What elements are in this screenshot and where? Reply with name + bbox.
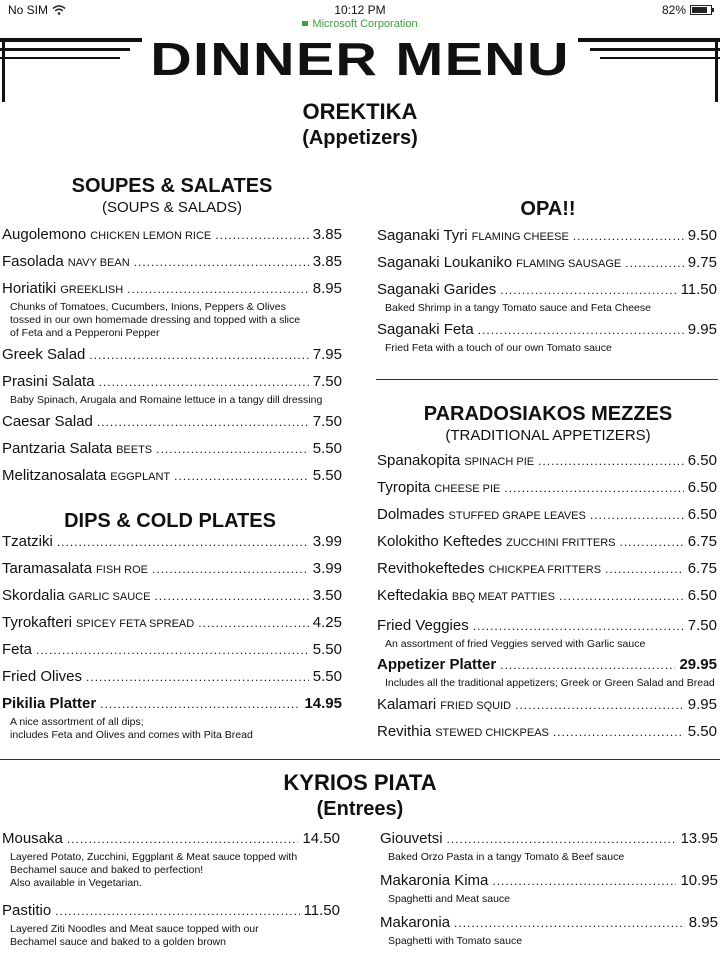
item-name: Fried Veggies bbox=[377, 617, 469, 634]
item-price: 9.95 bbox=[687, 696, 717, 713]
dot-leader bbox=[174, 469, 309, 483]
item-price: 3.85 bbox=[312, 226, 342, 243]
item-price: 14.95 bbox=[304, 695, 342, 712]
menu-item bbox=[2, 668, 342, 685]
dot-leader bbox=[515, 698, 684, 712]
item-name: Keftedakia bbox=[377, 587, 448, 604]
item-name: Giouvetsi bbox=[380, 830, 443, 847]
menu-item bbox=[2, 467, 342, 484]
carrier-label: No SIM bbox=[8, 3, 49, 17]
dot-leader bbox=[134, 255, 309, 269]
item-price: 5.50 bbox=[312, 440, 342, 457]
url-bar[interactable] bbox=[0, 18, 720, 30]
dips-title: DIPS & COLD PLATES bbox=[64, 510, 276, 532]
item-description: Layered Potato, Zucchini, Eggplant & Meat sauce topped with Bechamel sauce and baked to perfection! Also available in Vegetarian. bbox=[10, 851, 298, 889]
menu-item bbox=[377, 587, 717, 604]
menu-item bbox=[377, 506, 717, 523]
item-price: 9.50 bbox=[687, 227, 717, 244]
item-name: Fasolada bbox=[2, 253, 64, 270]
dot-leader bbox=[100, 697, 300, 711]
menu-item bbox=[2, 413, 342, 430]
item-tag: FISH ROE bbox=[96, 564, 148, 576]
item-name: Saganaki Loukaniko bbox=[377, 254, 513, 271]
item-tag: CHICKPEA FRITTERS bbox=[488, 564, 602, 576]
item-price: 10.95 bbox=[680, 872, 718, 889]
item-price: 7.50 bbox=[312, 373, 342, 390]
item-name: Revithia bbox=[377, 723, 432, 740]
soupes-title: SOUPES & SALATES bbox=[71, 175, 273, 197]
dot-leader bbox=[86, 670, 309, 684]
item-tag: STEWED CHICKPEAS bbox=[435, 727, 549, 739]
item-tag: EGGPLANT bbox=[110, 471, 171, 483]
item-price: 11.50 bbox=[303, 902, 340, 919]
section-divider-right bbox=[376, 379, 718, 380]
item-description: Chunks of Tomatoes, Cucumbers, Inions, Peppers & Olives tossed in our own homemade dressing and topped with a slice of Feta and a Pepperoni Pepper bbox=[10, 301, 301, 339]
item-price: 5.50 bbox=[312, 641, 342, 658]
item-tag: FLAMING CHEESE bbox=[471, 231, 569, 243]
item-tag: STUFFED GRAPE LEAVES bbox=[448, 510, 586, 522]
opa-title: OPA!! bbox=[520, 198, 576, 220]
menu-item bbox=[377, 617, 717, 634]
menu-item bbox=[377, 560, 717, 577]
item-tag: CHICKEN LEMON RICE bbox=[90, 230, 212, 242]
item-description: Fried Feta with a touch of our own Tomato sauce bbox=[385, 342, 612, 354]
orektika-title: OREKTIKA bbox=[302, 99, 418, 124]
menu-item bbox=[2, 830, 340, 847]
menu-item bbox=[380, 872, 718, 889]
battery-percent: 82% bbox=[661, 3, 686, 17]
dot-leader bbox=[99, 375, 309, 389]
item-price: 6.75 bbox=[687, 560, 717, 577]
site-name: Microsoft Corporation bbox=[312, 18, 418, 30]
item-price: 13.95 bbox=[680, 830, 718, 847]
item-name: Feta bbox=[2, 641, 33, 658]
menu-item bbox=[377, 452, 717, 469]
item-tag: FLAMING SAUSAGE bbox=[516, 258, 622, 270]
menu-item bbox=[2, 440, 342, 457]
item-tag: CHEESE PIE bbox=[434, 483, 501, 495]
item-price: 8.95 bbox=[688, 914, 718, 931]
dot-leader bbox=[559, 589, 684, 603]
menu-item bbox=[2, 641, 342, 658]
item-name: Greek Salad bbox=[2, 346, 86, 363]
menu-item bbox=[2, 587, 342, 604]
item-name: Pantzaria Salata bbox=[2, 440, 113, 457]
item-description: Spaghetti and Meat sauce bbox=[388, 893, 511, 905]
status-bar bbox=[0, 0, 720, 20]
item-price: 7.50 bbox=[687, 617, 717, 634]
item-name: Kolokitho Keftedes bbox=[377, 533, 503, 550]
item-price: 6.50 bbox=[687, 479, 717, 496]
item-price: 8.95 bbox=[312, 280, 342, 297]
menu-item bbox=[380, 830, 718, 847]
dot-leader bbox=[500, 658, 675, 672]
section-divider-bottom bbox=[0, 759, 720, 760]
dot-leader bbox=[67, 832, 299, 846]
dot-leader bbox=[154, 589, 308, 603]
dot-leader bbox=[454, 916, 685, 930]
menu-item bbox=[377, 227, 717, 244]
dot-leader bbox=[57, 535, 309, 549]
item-tag: BEETS bbox=[116, 444, 153, 456]
dot-leader bbox=[36, 643, 309, 657]
menu-item bbox=[377, 254, 717, 271]
dot-leader bbox=[55, 904, 299, 918]
item-name: Saganaki Garides bbox=[377, 281, 497, 298]
item-name: Kalamari bbox=[377, 696, 437, 713]
orektika-subtitle: (Appetizers) bbox=[302, 127, 418, 149]
item-description: Spaghetti with Tomato sauce bbox=[388, 935, 523, 947]
menu-item bbox=[377, 479, 717, 496]
item-name: Mousaka bbox=[2, 830, 63, 847]
menu-title: DINNER MENU bbox=[150, 33, 570, 85]
item-description: A nice assortment of all dips; includes Feta and Olives and comes with Pita Bread bbox=[10, 716, 253, 741]
menu-item bbox=[2, 253, 342, 270]
item-tag: GREEKLISH bbox=[60, 284, 124, 296]
menu-item bbox=[2, 614, 342, 631]
dot-leader bbox=[215, 228, 309, 242]
item-description: Baked Orzo Pasta in a tangy Tomato & Beef sauce bbox=[388, 851, 625, 863]
item-name: Horiatiki bbox=[2, 280, 57, 297]
menu-item bbox=[2, 226, 342, 243]
menu-item bbox=[2, 902, 340, 919]
menu-item bbox=[2, 533, 342, 550]
item-name: Pastitio bbox=[2, 902, 52, 919]
dot-leader bbox=[573, 229, 684, 243]
dot-leader bbox=[447, 832, 677, 846]
menu-item bbox=[2, 560, 342, 577]
item-name: Pikilia Platter bbox=[2, 695, 97, 712]
item-price: 9.95 bbox=[687, 321, 717, 338]
item-tag: BBQ MEAT PATTIES bbox=[451, 591, 555, 603]
item-tag: SPICEY FETA SPREAD bbox=[76, 618, 195, 630]
item-description: Baby Spinach, Arugala and Romaine lettuce in a tangy dill dressing bbox=[10, 394, 323, 406]
item-description: Layered Ziti Noodles and Meat sauce topped with our Bechamel sauce and baked to a golden brown bbox=[10, 923, 259, 948]
dot-leader bbox=[473, 619, 684, 633]
soupes-subtitle: (SOUPS & SALADS) bbox=[101, 199, 243, 216]
dot-leader bbox=[590, 508, 684, 522]
mezzes-title: PARADOSIAKOS MEZZES bbox=[423, 403, 673, 425]
item-price: 5.50 bbox=[687, 723, 717, 740]
item-name: Revithokeftedes bbox=[377, 560, 485, 577]
menu-item bbox=[377, 533, 717, 550]
mezzes-subtitle: (TRADITIONAL APPETIZERS) bbox=[445, 427, 651, 444]
dot-leader bbox=[478, 323, 684, 337]
dot-leader bbox=[97, 415, 309, 429]
item-price: 29.95 bbox=[679, 656, 717, 673]
dot-leader bbox=[625, 256, 684, 270]
dot-leader bbox=[89, 348, 308, 362]
dot-leader bbox=[619, 535, 683, 549]
item-name: Dolmades bbox=[377, 506, 445, 523]
item-name: Tyrokafteri bbox=[2, 614, 73, 631]
menu-item bbox=[377, 696, 717, 713]
item-name: Taramasalata bbox=[2, 560, 93, 577]
item-name: Tzatziki bbox=[2, 533, 53, 550]
item-tag: ZUCCHINI FRITTERS bbox=[506, 537, 616, 549]
item-description: Baked Shrimp in a tangy Tomato sauce and Feta Cheese bbox=[385, 302, 651, 314]
item-name: Makaronia bbox=[380, 914, 451, 931]
dot-leader bbox=[152, 562, 309, 576]
item-tag: FRIED SQUID bbox=[440, 700, 512, 712]
dot-leader bbox=[538, 454, 684, 468]
item-tag: SPINACH PIE bbox=[464, 456, 535, 468]
item-description: An assortment of fried Veggies served with Garlic sauce bbox=[385, 638, 646, 650]
item-price: 5.50 bbox=[312, 467, 342, 484]
battery-icon bbox=[690, 5, 712, 15]
item-price: 3.99 bbox=[312, 533, 342, 550]
item-name: Skordalia bbox=[2, 587, 65, 604]
item-price: 5.50 bbox=[312, 668, 342, 685]
item-price: 6.75 bbox=[687, 533, 717, 550]
item-price: 7.50 bbox=[312, 413, 342, 430]
menu-item bbox=[377, 656, 717, 673]
item-name: Tyropita bbox=[377, 479, 431, 496]
dot-leader bbox=[553, 725, 684, 739]
item-description: Includes all the traditional appetizers; Greek or Green Salad and Bread bbox=[385, 677, 715, 689]
item-price: 3.85 bbox=[312, 253, 342, 270]
menu-item bbox=[377, 281, 717, 298]
menu-item bbox=[2, 346, 342, 363]
dot-leader bbox=[500, 283, 676, 297]
clock: 10:12 PM bbox=[334, 3, 386, 17]
item-name: Prasini Salata bbox=[2, 373, 95, 390]
menu-item bbox=[377, 321, 717, 338]
kyrios-subtitle: (Entrees) bbox=[316, 798, 404, 820]
item-name: Saganaki Tyri bbox=[377, 227, 468, 244]
item-name: Appetizer Platter bbox=[377, 656, 497, 673]
item-tag: NAVY BEAN bbox=[67, 257, 130, 269]
dot-leader bbox=[156, 442, 309, 456]
item-name: Makaronia Kima bbox=[380, 872, 489, 889]
item-name: Caesar Salad bbox=[2, 413, 93, 430]
item-price: 6.50 bbox=[687, 452, 717, 469]
item-tag: GARLIC SAUCE bbox=[68, 591, 151, 603]
battery-fill bbox=[692, 7, 707, 13]
item-name: Augolemono bbox=[2, 226, 87, 243]
dot-leader bbox=[504, 481, 683, 495]
menu-item bbox=[2, 373, 342, 390]
item-price: 9.75 bbox=[687, 254, 717, 271]
dot-leader bbox=[198, 616, 309, 630]
item-name: Melitzanosalata bbox=[2, 467, 107, 484]
menu-item bbox=[2, 280, 342, 297]
menu-item bbox=[380, 914, 718, 931]
dot-leader bbox=[605, 562, 684, 576]
item-price: 3.99 bbox=[312, 560, 342, 577]
item-price: 7.95 bbox=[312, 346, 342, 363]
item-price: 14.50 bbox=[302, 830, 340, 847]
lock-icon bbox=[302, 21, 308, 26]
item-price: 3.50 bbox=[312, 587, 342, 604]
item-price: 6.50 bbox=[687, 587, 717, 604]
item-name: Saganaki Feta bbox=[377, 321, 474, 338]
item-price: 6.50 bbox=[687, 506, 717, 523]
dot-leader bbox=[492, 874, 676, 888]
dot-leader bbox=[127, 282, 309, 296]
menu-item bbox=[2, 695, 342, 712]
item-price: 4.25 bbox=[312, 614, 342, 631]
menu-item bbox=[377, 723, 717, 740]
item-price: 11.50 bbox=[680, 281, 717, 298]
item-name: Fried Olives bbox=[2, 668, 83, 685]
kyrios-title: KYRIOS PIATA bbox=[283, 770, 437, 795]
item-name: Spanakopita bbox=[377, 452, 461, 469]
